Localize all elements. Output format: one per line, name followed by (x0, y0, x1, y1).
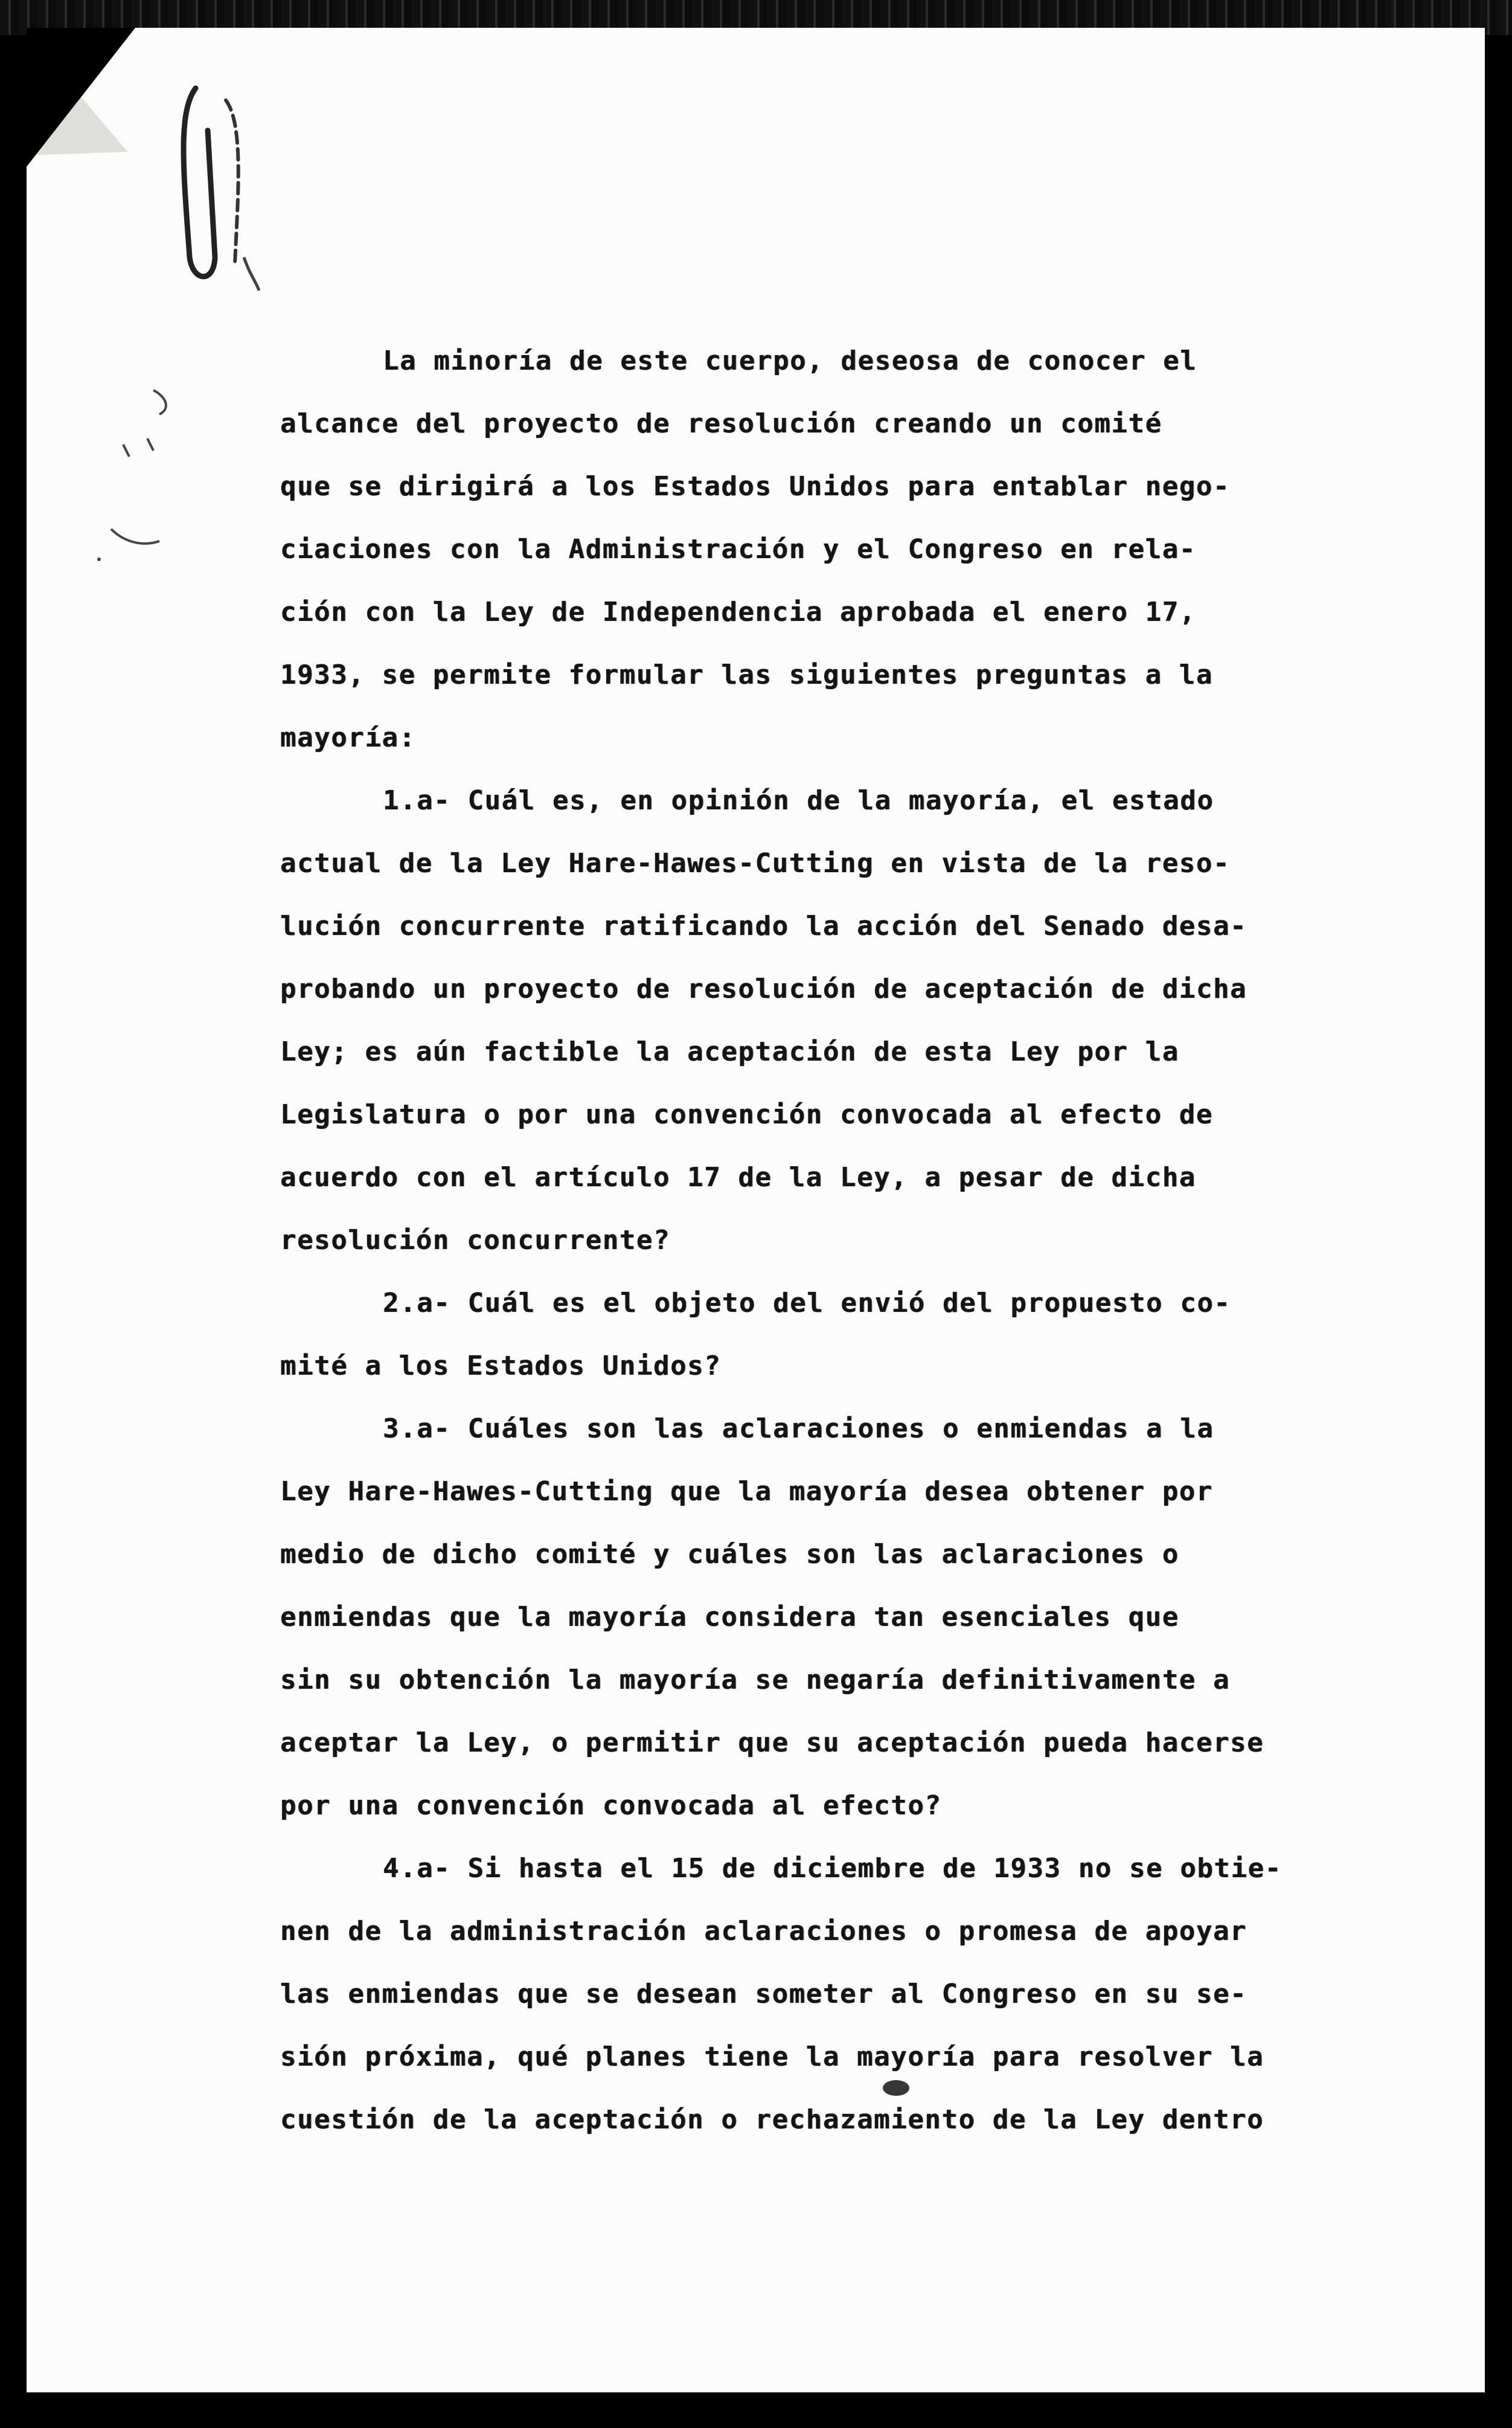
text-line: mayoría: (280, 722, 416, 753)
text-line: ciaciones con la Administración y el Congreso en rela- (280, 534, 1196, 565)
text-line: 1.a- Cuál es, en opinión de la mayoría, el estado (383, 785, 1214, 816)
text-line: ción con la Ley de Independencia aprobada el enero 17, (280, 597, 1196, 628)
text-line: 2.a- Cuál es el objeto del envió del propuesto co- (383, 1288, 1231, 1318)
text-line: mité a los Estados Unidos? (280, 1350, 722, 1381)
text-line: por una convención convocada al efecto? (280, 1790, 942, 1821)
typed-document-text (280, 330, 1415, 2151)
text-line: enmiendas que la mayoría considera tan esenciales que (280, 1602, 1179, 1633)
text-line: resolución concurrente? (280, 1225, 671, 1256)
text-line: que se dirigirá a los Estados Unidos para entablar nego- (280, 471, 1231, 502)
text-line: 1933, se permite formular las siguientes preguntas a la (280, 660, 1213, 690)
text-line: Ley; es aún factible la aceptación de esta Ley por la (280, 1036, 1179, 1067)
text-line: La minoría de este cuerpo, deseosa de conocer el (383, 345, 1197, 376)
text-line: 3.a- Cuáles son las aclaraciones o enmiendas a la (383, 1413, 1214, 1444)
margin-pencil-marks (87, 378, 190, 596)
paperclip-mark (171, 76, 262, 294)
text-line: aceptar la Ley, o permitir que su aceptación pueda hacerse (280, 1727, 1264, 1758)
text-line: las enmiendas que se desean someter al Congreso en su se- (280, 1979, 1248, 2009)
text-line: 4.a- Si hasta el 15 de diciembre de 1933 no se obtie- (383, 1853, 1282, 1884)
text-line: sión próxima, qué planes tiene la mayoría para resolver la (280, 2041, 1264, 2072)
text-line: Legislatura o por una convención convocada al efecto de (280, 1099, 1213, 1130)
corner-shadow (27, 28, 135, 167)
text-line: acuerdo con el artículo 17 de la Ley, a pesar de dicha (280, 1162, 1196, 1193)
text-line: medio de dicho comité y cuáles son las aclaraciones o (280, 1539, 1179, 1570)
text-line: sin su obtención la mayoría se negaría definitivamente a (280, 1665, 1231, 1695)
text-line: Ley Hare-Hawes-Cutting que la mayoría desea obtener por (280, 1476, 1213, 1507)
text-line: lución concurrente ratificando la acción del Senado desa- (280, 911, 1248, 942)
text-line: cuestión de la aceptación o rechazamiento de la Ley dentro (280, 2104, 1264, 2135)
text-line: nen de la administración aclaraciones o promesa de apoyar (280, 1916, 1248, 1947)
text-line: alcance del proyecto de resolución creando un comité (280, 408, 1162, 439)
text-line: probando un proyecto de resolución de aceptación de dicha (280, 974, 1248, 1004)
document-page (27, 28, 1485, 2392)
text-line: actual de la Ley Hare-Hawes-Cutting en vista de la reso- (280, 848, 1231, 879)
